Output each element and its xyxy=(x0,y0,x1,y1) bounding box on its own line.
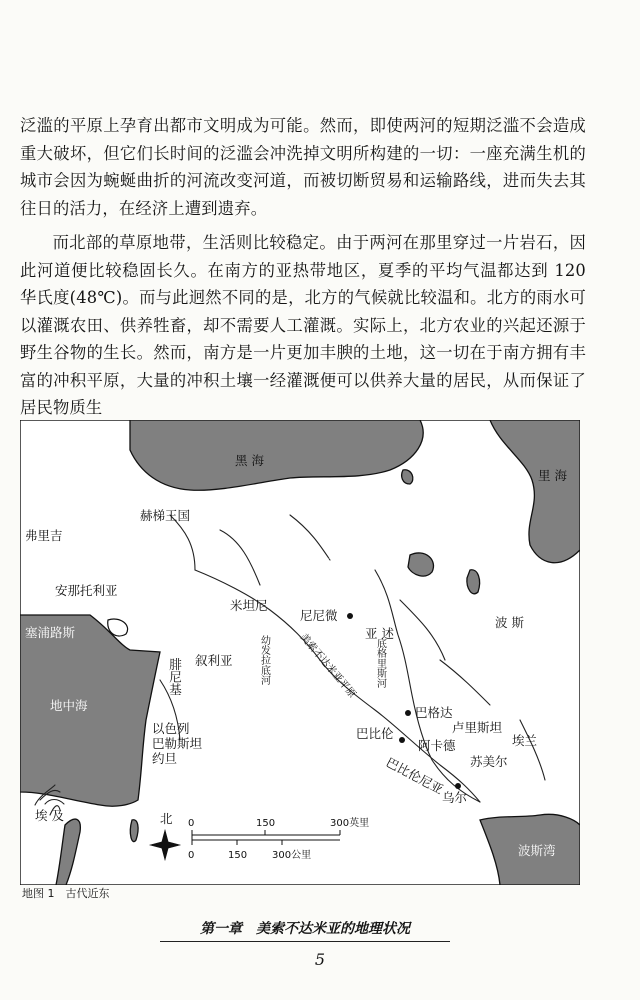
syria-label: 叙利亚 xyxy=(195,653,233,668)
persian-gulf-label: 波斯湾 xyxy=(518,843,556,858)
kassite-label: 卢里斯坦 xyxy=(452,720,503,735)
chapter-title: 第一章 美索不达米亚的地理状况 xyxy=(160,918,450,942)
nineveh-dot xyxy=(347,613,353,619)
assyria-label: 亚 述 xyxy=(365,626,394,641)
mesopotamia-label: 美索不达米亚平原 xyxy=(297,631,358,701)
map-caption: 地图 1 古代近东 xyxy=(22,887,110,900)
scale-km-0: 0 xyxy=(188,850,195,861)
page-number: 5 xyxy=(314,950,326,969)
gulf-of-aqaba xyxy=(130,820,138,842)
black-sea-label: 黑 海 xyxy=(235,453,264,468)
ancient-near-east-map xyxy=(20,420,580,885)
sumer-label: 苏美尔 xyxy=(470,754,508,769)
scale-mile-0: 0 xyxy=(188,818,195,829)
ur-dot xyxy=(455,783,461,789)
north-label: 北 xyxy=(160,811,173,826)
lake-urmia xyxy=(467,570,480,594)
anatolia-label: 安那托利亚 xyxy=(55,583,118,598)
egypt-label: 埃 及 xyxy=(35,808,64,823)
mediterranean-label: 地中海 xyxy=(50,698,88,713)
palestine-label: 巴勒斯坦 xyxy=(152,736,203,751)
akkad-label: 阿卡德 xyxy=(418,738,456,753)
babylon-label: 巴比伦 xyxy=(356,726,394,741)
persia-label: 波 斯 xyxy=(495,615,524,630)
body-paragraph-1: 泛滥的平原上孕育出都市文明成为可能。然而，即使两河的短期泛滥不会造成重大破坏，但它们长时间的泛滥会冲洗掉文明所构建的一切：一座充满生机的城市会因为蜿蜒曲折的河流改变河道，而被切断贸易和运输路线，进而失去其往日的活力，在经济上遭到遗弃。 xyxy=(20,116,586,218)
cyprus-label: 塞浦路斯 xyxy=(25,625,76,640)
tigris-label: 底格里斯河 xyxy=(374,638,386,688)
euphrates-label: 幼发拉底河 xyxy=(258,635,270,685)
phrygia-label: 弗里吉 xyxy=(25,528,63,543)
babylonia-label: 巴比伦尼亚 xyxy=(383,754,446,797)
mitanni-label: 米坦尼 xyxy=(230,598,268,613)
scale-km-150: 150 xyxy=(228,850,248,861)
israel-label: 以色列 xyxy=(152,721,190,736)
lake-van xyxy=(408,553,433,576)
elam-label: 埃兰 xyxy=(512,733,538,748)
babylon-dot xyxy=(399,737,405,743)
ur-label: 乌尔 xyxy=(442,790,468,805)
nineveh-label: 尼尼微 xyxy=(300,608,338,623)
scale-km-300: 300公里 xyxy=(272,850,312,861)
jordan-label: 约旦 xyxy=(152,751,178,766)
hittite-label: 赫梯王国 xyxy=(140,508,191,523)
scale-mile-300: 300英里 xyxy=(330,818,370,829)
baghdad-dot xyxy=(405,710,411,716)
phoenicia-label: 腓尼基 xyxy=(167,658,183,696)
urartu-label: 乌拉尔图 xyxy=(328,548,379,563)
body-paragraph-2: 而北部的草原地带，生活则比较稳定。由于两河在那里穿过一片岩石，因此河道便比较稳固长久。在南方的亚热带地区，夏季的平均气温都达到 120 华氏度(48℃)。而与此迥然不同的是，北方的气候就比较温和。北方的雨水可以灌溉农田、供养牲畜，却不需要人工灌溉。实际上，北方农业的兴起还源于野生谷物的生长。然而，南方是一片更加丰腴的土地，这一切在于南方拥有丰富的冲积平原，大量的冲积土壤一经灌溉便可以供养大量的居民，从而保证了居民物质生 xyxy=(20,233,586,417)
baghdad-label: 巴格达 xyxy=(415,705,453,720)
small-lake xyxy=(402,470,413,484)
caspian-label-1: 里 海 xyxy=(538,468,567,483)
scale-mile-150: 150 xyxy=(256,818,276,829)
